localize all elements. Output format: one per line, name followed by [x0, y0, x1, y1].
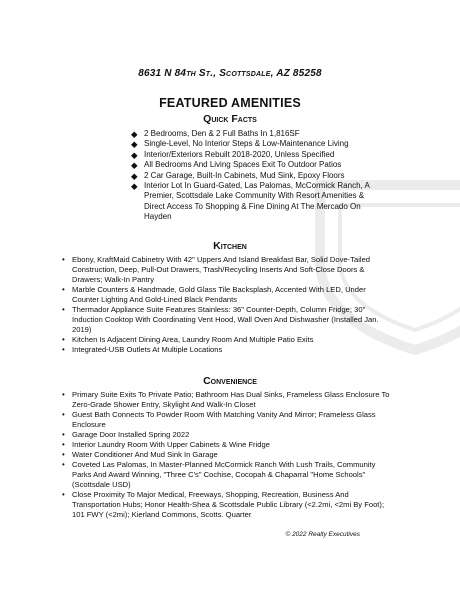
list-item: • Marble Counters & Handmade, Gold Glass Tile Backsplash, Accented With LED, Under Counter Lighting And Gold-Lined Black Pendants	[62, 285, 366, 304]
bullet-icon: •	[62, 390, 65, 399]
list-item: • Coveted Las Palomas, In Master-Planned McCormick Ranch With Lush Trails, Community Parks And Award Winning, "Three C's" Cochise, Cocopah & Chaparral "Home Schools" (Scottsdale USD)	[62, 460, 376, 489]
list-item: • Integrated-USB Outlets At Multiple Locations	[62, 345, 223, 354]
diamond-icon: ◆	[131, 139, 138, 150]
property-address: 8631 N 84th St., Scottsdale, AZ 85258	[138, 68, 322, 79]
convenience-heading: Convenience	[203, 375, 257, 387]
bullet-icon: •	[62, 285, 65, 294]
bullet-icon: •	[62, 460, 65, 469]
list-item: • Kitchen Is Adjacent Dining Area, Laundry Room And Multiple Patio Exits	[62, 335, 314, 344]
list-item: ◆ Single-Level, No Interior Steps & Low-Maintenance Living	[131, 139, 349, 150]
bullet-icon: •	[62, 450, 65, 459]
list-item: ◆ 2 Bedrooms, Den & 2 Full Baths In 1,816SF	[131, 129, 300, 139]
bullet-icon: •	[62, 430, 65, 439]
list-item: • Primary Suite Exits To Private Patio; Bathroom Has Dual Sinks, Frameless Glass Enclosure To Zero-Grade Shower Entry, Skylight And Walk-In Closet	[62, 390, 390, 409]
bullet-icon: •	[62, 255, 65, 264]
bullet-icon: •	[62, 440, 65, 449]
list-item: • Guest Bath Connects To Powder Room With Matching Vanity And Mirror; Frameless Glass Enclosure	[62, 410, 376, 429]
list-item: ◆ All Bedrooms And Living Spaces Exit To Outdoor Patios	[131, 160, 342, 171]
diamond-icon: ◆	[131, 160, 138, 171]
list-item: ◆ Interior Lot In Guard-Gated, Las Palomas, McCormick Ranch, A Premier, Scottsdale Lake Community With Resort Amenities & Direct Access To Shopping & Fine Dining At The Mercado On Hayden	[131, 181, 370, 222]
list-item: • Interior Laundry Room With Upper Cabinets & Wine Fridge	[62, 440, 270, 449]
bullet-icon: •	[62, 305, 65, 314]
kitchen-heading: Kitchen	[213, 240, 247, 252]
diamond-icon: ◆	[131, 149, 138, 160]
diamond-icon: ◆	[131, 129, 138, 139]
quick-facts-heading: Quick Facts	[203, 113, 257, 125]
bullet-icon: •	[62, 345, 65, 354]
convenience-list	[62, 390, 392, 520]
bullet-icon: •	[62, 335, 65, 344]
bullet-icon: •	[62, 410, 65, 419]
quick-facts-list	[130, 129, 370, 223]
page-title: FEATURED AMENITIES	[159, 96, 301, 110]
diamond-icon: ◆	[131, 181, 138, 192]
list-item: • Ebony, KraftMaid Cabinetry With 42" Uppers And Island Breakfast Bar, Solid Dove-Tailed Construction, Deep, Pull-Out Drawers, Trash/Recycling Inserts And Soft-Close Doors & Drawers; Walk-In Pantry	[62, 255, 371, 284]
list-item: • Thermador Appliance Suite Features Stainless: 36" Counter-Depth, Column Fridge; 30" Induction Cooktop With Coordinating Vent Hood, Wall Oven And Dishwasher (Installed Jan. 2019)	[62, 305, 379, 334]
diamond-icon: ◆	[131, 170, 138, 181]
copyright-notice: © 2022 Realty Executives	[285, 531, 360, 538]
bullet-icon: •	[62, 490, 65, 499]
list-item: • Close Proximity To Major Medical, Freeways, Shopping, Recreation, Business And Transportation Hubs; Honor Health-Shea & Scottsdale Public Library (<2.2mi, <2mi By Foot); 101 FWY (<2mi); Kierland Commons, Scotts. Quarter	[62, 490, 385, 519]
list-item: ◆ Interior/Exteriors Rebuilt 2018-2020, Unless Specified	[131, 149, 335, 160]
list-item: ◆ 2 Car Garage, Built-In Cabinets, Mud Sink, Epoxy Floors	[131, 170, 345, 181]
kitchen-list	[62, 255, 392, 355]
list-item: • Water Conditioner And Mud Sink In Garage	[62, 450, 218, 459]
list-item: • Garage Door Installed Spring 2022	[62, 430, 190, 439]
